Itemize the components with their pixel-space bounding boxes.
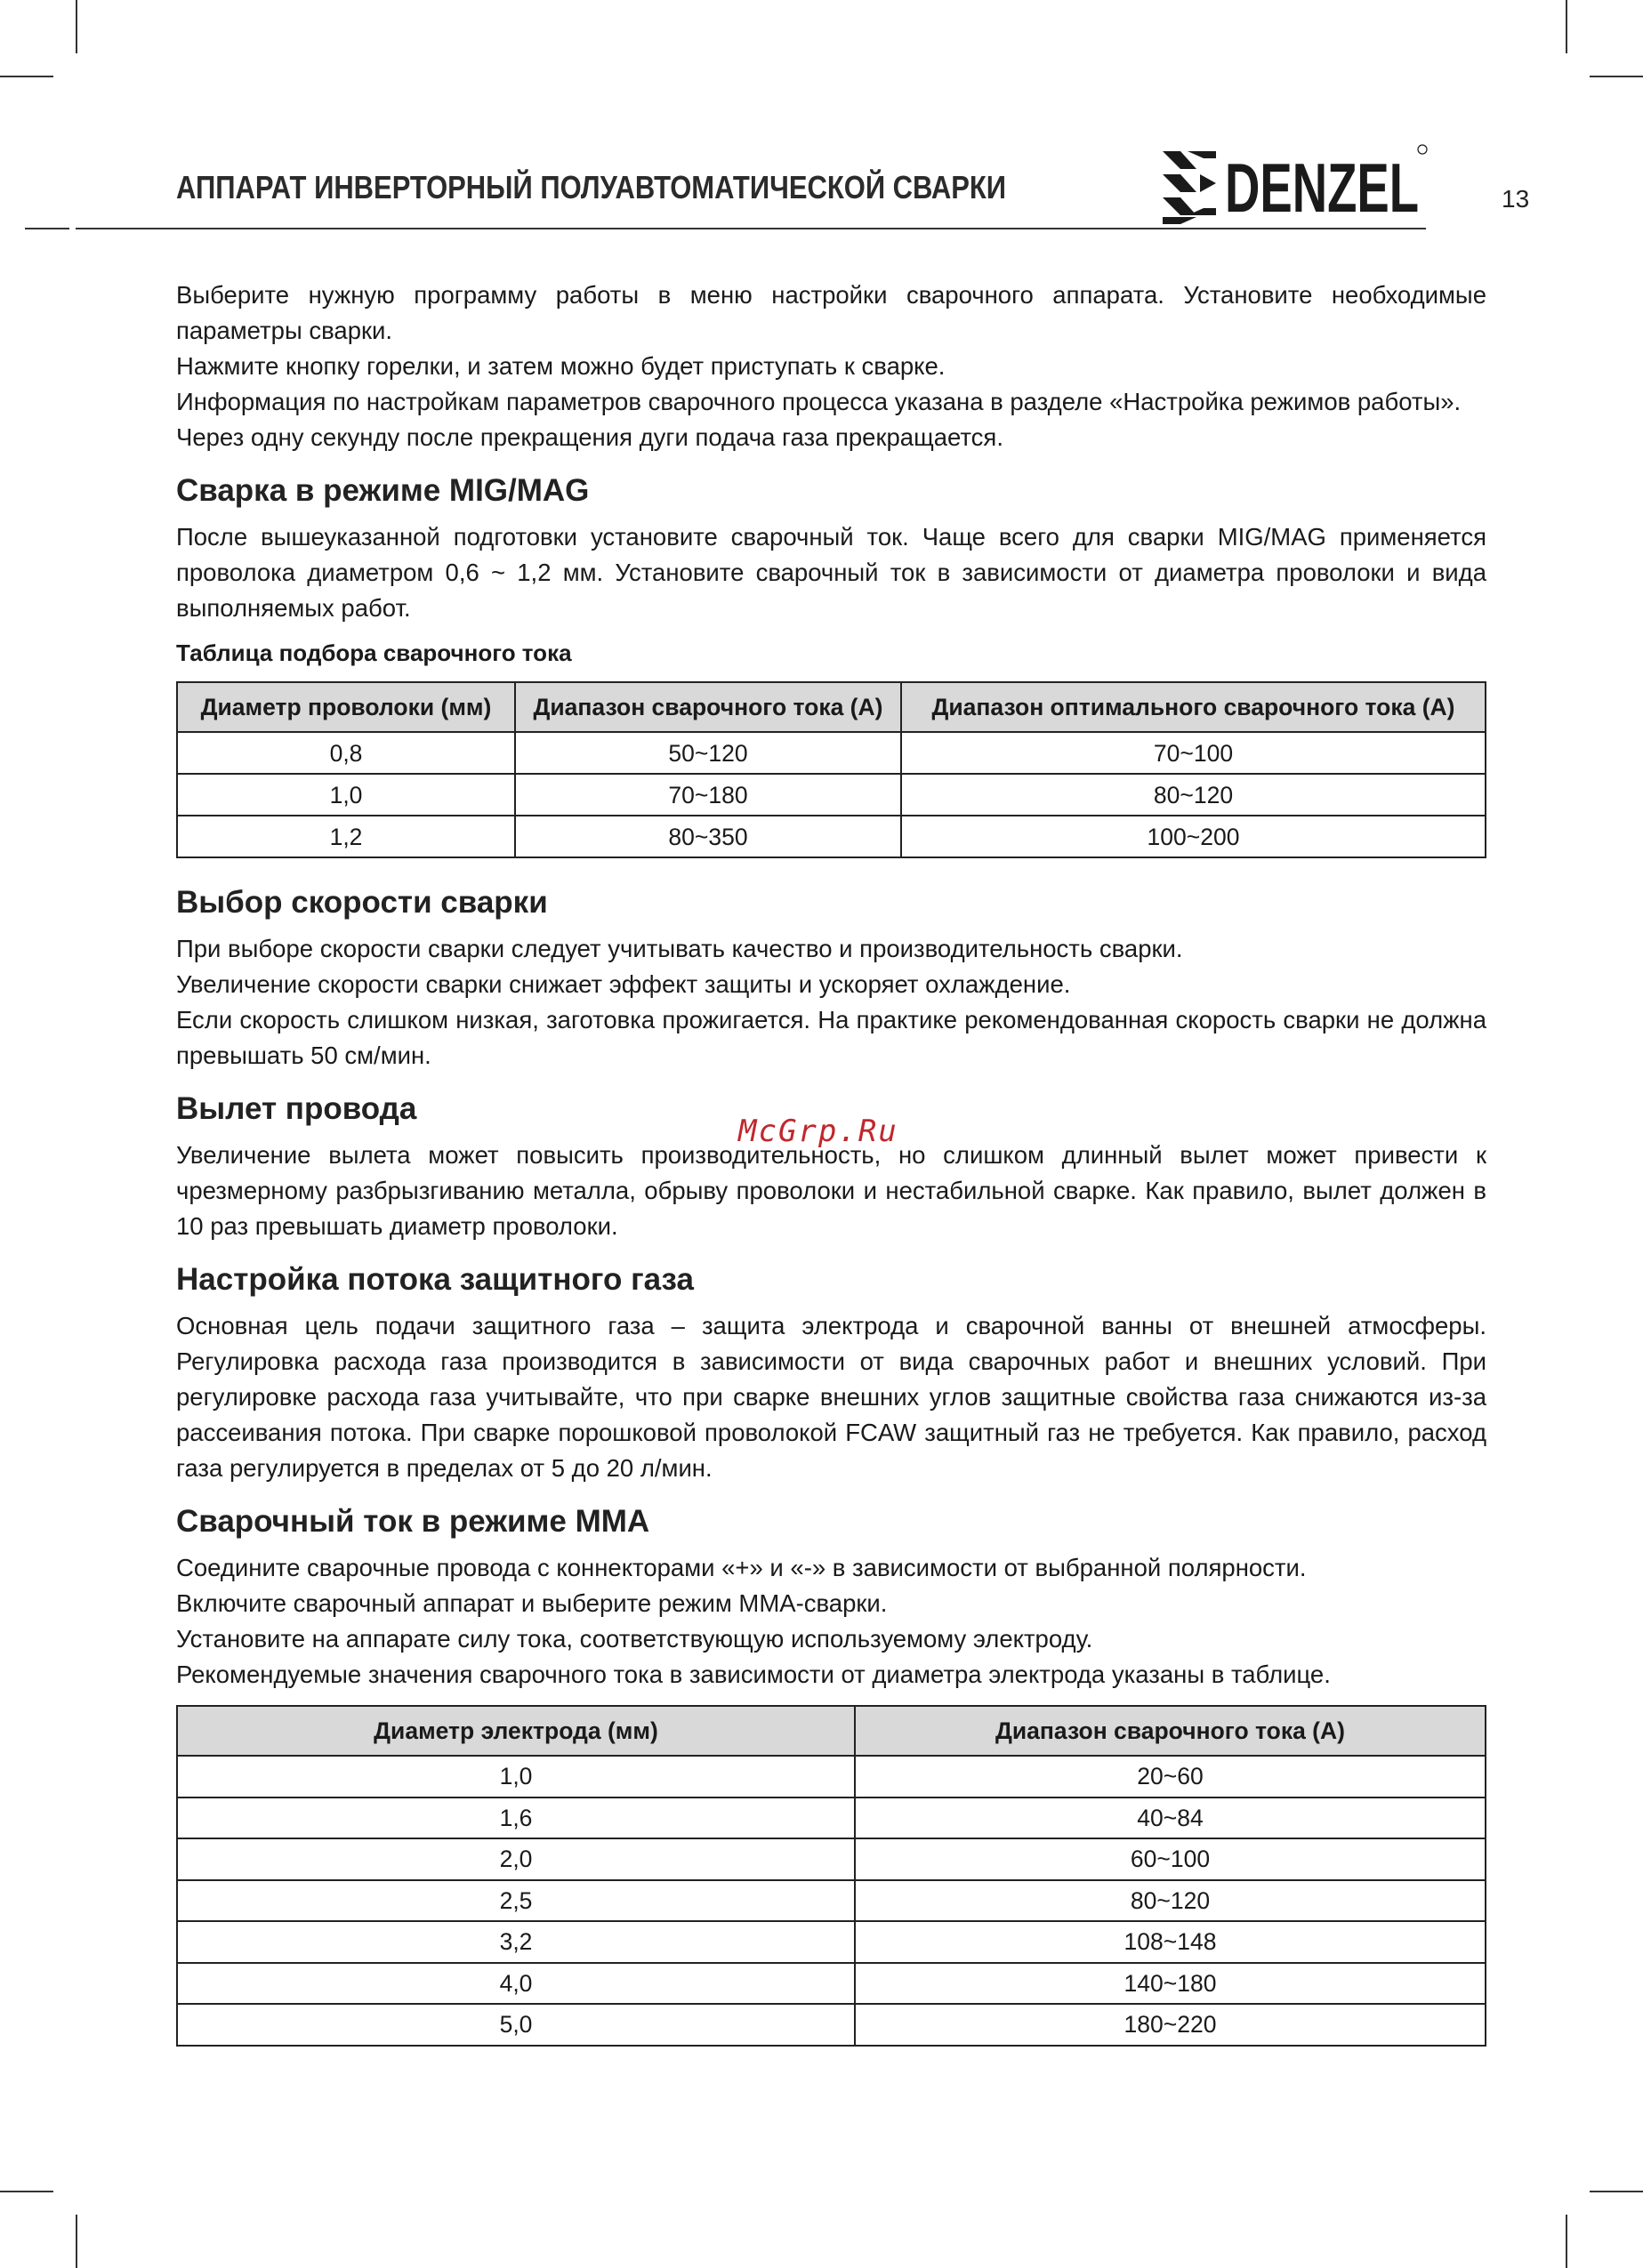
table-cell: 50~120 (515, 732, 901, 774)
crop-mark (1590, 76, 1643, 77)
table-row (177, 774, 1486, 816)
table-row (177, 2004, 1486, 2046)
mma-paragraph: Установите на аппарате силу тока, соответствующую используемому электроду. (176, 1625, 1093, 1653)
denzel-logo (1161, 142, 1428, 227)
table-cell: 70~100 (901, 732, 1486, 774)
header-title: АППАРАТ ИНВЕРТОРНЫЙ ПОЛУАВТОМАТИЧЕСКОЙ СВАРКИ (176, 169, 1007, 205)
crop-mark (1590, 2191, 1643, 2192)
section-heading-speed: Выбор скорости сварки (176, 885, 548, 920)
section-heading-mma: Сварочный ток в режиме MMA (176, 1504, 650, 1539)
table-caption: Таблица подбора сварочного тока (176, 639, 572, 666)
mma-paragraph: Включите сварочный аппарат и выберите режим MMA-сварки. (176, 1589, 888, 1617)
crop-mark (0, 76, 53, 77)
mma-paragraph: Соедините сварочные провода с коннекторами «+» и «-» в зависимости от выбранной полярности. (176, 1554, 1307, 1581)
crop-mark (1566, 0, 1567, 53)
table-cell: 2,0 (177, 1838, 855, 1880)
table-row (177, 1921, 1486, 1963)
table-cell: 1,6 (177, 1798, 855, 1839)
table-cell: 1,2 (177, 816, 515, 857)
table-cell: 80~120 (901, 774, 1486, 816)
table-header-row (177, 682, 1486, 732)
table-cell: 0,8 (177, 732, 515, 774)
table-header-cell: Диаметр проволоки (мм) (177, 682, 515, 732)
table-cell: 70~180 (515, 774, 901, 816)
wire-current-table (176, 681, 1486, 858)
watermark: McGrp.Ru (738, 1114, 898, 1149)
mma-paragraph: Рекомендуемые значения сварочного тока в зависимости от диаметра электрода указаны в таблице. (176, 1661, 1331, 1688)
crop-mark (25, 228, 69, 229)
table-cell: 2,5 (177, 1880, 855, 1922)
header-divider (76, 228, 1426, 229)
table-cell: 100~200 (901, 816, 1486, 857)
intro-paragraph: Через одну секунду после прекращения дуги подача газа прекращается. (176, 423, 1003, 451)
table-cell: 5,0 (177, 2004, 855, 2046)
table-cell: 108~148 (855, 1921, 1486, 1963)
table-cell: 80~120 (855, 1880, 1486, 1922)
intro-paragraph: Информация по настройкам параметров сварочного процесса указана в разделе «Настройка режимов работы». (176, 388, 1462, 415)
table-row (177, 1880, 1486, 1922)
table-header-cell: Диапазон сварочного тока (А) (855, 1706, 1486, 1756)
speed-paragraph: Увеличение скорости сварки снижает эффект защиты и ускоряет охлаждение. (176, 970, 1071, 998)
table-header-row (177, 1706, 1486, 1756)
gas-paragraph: Основная цель подачи защитного газа – защита электрода и сварочной ванны от внешней атмосферы. Регулировка расхода газа производится в зависимости от вида сварочных работ и внешних условий. При регулировке расхода газа учитывайте, что при сварке внешних углов защитные свойства газа снижаются из-за рассеивания потока. При сварке порошковой проволокой FCAW защитный газ не требуется. Как правило, расход газа регулируется в пределах от 5 до 20 л/мин. (176, 1312, 1486, 1482)
brand-name: DENZEL (1225, 149, 1419, 227)
speed-paragraph: При выборе скорости сварки следует учитывать качество и производительность сварки. (176, 935, 1183, 962)
table-cell: 20~60 (855, 1756, 1486, 1798)
speed-paragraph: Если скорость слишком низкая, заготовка прожигается. На практике рекомендованная скорость сварки не должна превышать 50 см/мин. (176, 1006, 1486, 1069)
section-heading-gas: Настройка потока защитного газа (176, 1262, 694, 1297)
crop-mark (0, 2191, 53, 2192)
section-heading-mig: Сварка в режиме MIG/MAG (176, 473, 590, 508)
table-row (177, 816, 1486, 857)
table-row (177, 1798, 1486, 1839)
table-row (177, 1838, 1486, 1880)
crop-mark (1566, 2215, 1567, 2268)
table-row (177, 1756, 1486, 1798)
page-number: 13 (1502, 185, 1530, 213)
intro-paragraph: Выберите нужную программу работы в меню настройки сварочного аппарата. Установите необходимые параметры сварки. (176, 281, 1486, 344)
table-row (177, 732, 1486, 774)
table-cell: 4,0 (177, 1963, 855, 2005)
mig-paragraph: После вышеуказанной подготовки установите сварочный ток. Чаще всего для сварки MIG/MAG применяется проволока диаметром 0,6 ~ 1,2 мм. Установите сварочный ток в зависимости от диаметра проволоки и вида выполняемых работ. (176, 523, 1486, 622)
stickout-paragraph: Увеличение вылета может повысить производительность, но слишком длинный вылет может привести к чрезмерному разбрызгиванию металла, обрыву проволоки и нестабильной сварке. Как правило, вылет должен в 10 раз превышать диаметр проволоки. (176, 1141, 1486, 1240)
table-cell: 1,0 (177, 774, 515, 816)
electrode-current-table (176, 1705, 1486, 2047)
table-cell: 60~100 (855, 1838, 1486, 1880)
intro-paragraph: Нажмите кнопку горелки, и затем можно будет приступать к сварке. (176, 352, 946, 380)
table-header-cell: Диапазон сварочного тока (А) (515, 682, 901, 732)
table-row (177, 1963, 1486, 2005)
table-cell: 40~84 (855, 1798, 1486, 1839)
table-cell: 140~180 (855, 1963, 1486, 2005)
table-cell: 180~220 (855, 2004, 1486, 2046)
shield-icon (1163, 151, 1216, 224)
section-heading-stickout: Вылет провода (176, 1091, 417, 1126)
page-content (176, 277, 1486, 2047)
table-header-cell: Диаметр электрода (мм) (177, 1706, 855, 1756)
table-cell: 3,2 (177, 1921, 855, 1963)
crop-mark (76, 0, 77, 53)
table-cell: 80~350 (515, 816, 901, 857)
crop-mark (76, 2215, 77, 2268)
table-cell: 1,0 (177, 1756, 855, 1798)
table-header-cell: Диапазон оптимального сварочного тока (А) (901, 682, 1486, 732)
